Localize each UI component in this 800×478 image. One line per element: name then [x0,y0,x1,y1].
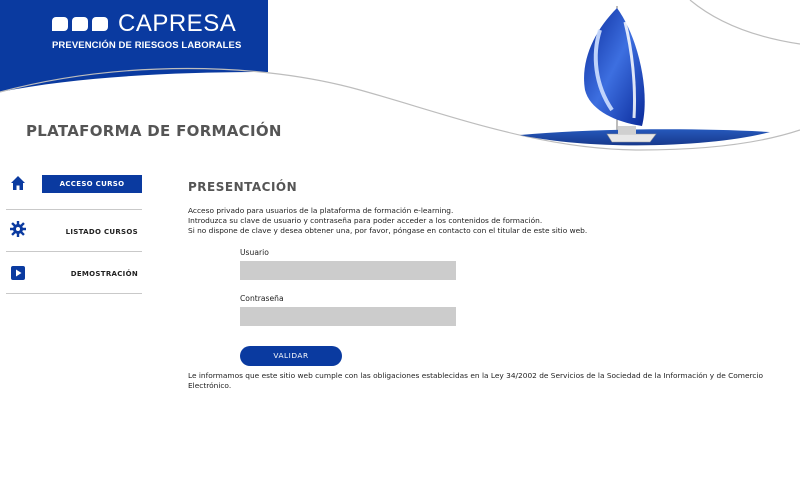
home-icon [10,175,26,191]
intro-text [188,206,788,236]
username-input[interactable] [240,261,456,280]
section-title: PRESENTACIÓN [188,180,298,194]
sailboat-icon [584,6,656,142]
sidebar-item-demostracion[interactable] [6,252,142,294]
logo-icon [52,17,108,31]
page-title: PLATAFORMA DE FORMACIÓN [26,122,282,140]
intro-line: Acceso privado para usuarios de la plataforma de formación e-learning. [188,206,454,215]
sidebar-item-listado-cursos[interactable] [6,210,142,252]
sidebar-item-acceso-curso[interactable] [6,168,142,210]
validate-button[interactable]: VALIDAR [240,346,342,366]
sidebar [6,168,142,294]
sidebar-item-label: LISTADO CURSOS [65,228,138,236]
password-label: Contraseña [240,294,284,303]
sidebar-item-label: ACCESO CURSO [42,175,142,193]
legal-notice: Le informamos que este sitio web cumple con las obligaciones establecidas en la Ley 34/2002 de Servicios de la Sociedad de la Información y de Comercio Electrónico. [188,371,764,390]
login-form [240,248,460,366]
brand-subtitle: PREVENCIÓN DE RIESGOS LABORALES [52,40,242,51]
password-input[interactable] [240,307,456,326]
play-icon [10,265,26,281]
sidebar-item-label: DEMOSTRACIÓN [70,270,138,278]
brand [52,10,241,51]
intro-line: Introduzca su clave de usuario y contraseña para poder acceder a los contenidos de formación. [188,216,543,225]
main-content [188,180,788,390]
gear-icon [10,221,26,237]
wave-line-top [690,0,800,44]
header [0,0,800,160]
username-label: Usuario [240,248,269,257]
intro-line: Si no dispone de clave y desea obtener una, por favor, póngase en contacto con el titular de este sitio web. [188,226,588,235]
brand-name: CAPRESA [118,10,237,37]
